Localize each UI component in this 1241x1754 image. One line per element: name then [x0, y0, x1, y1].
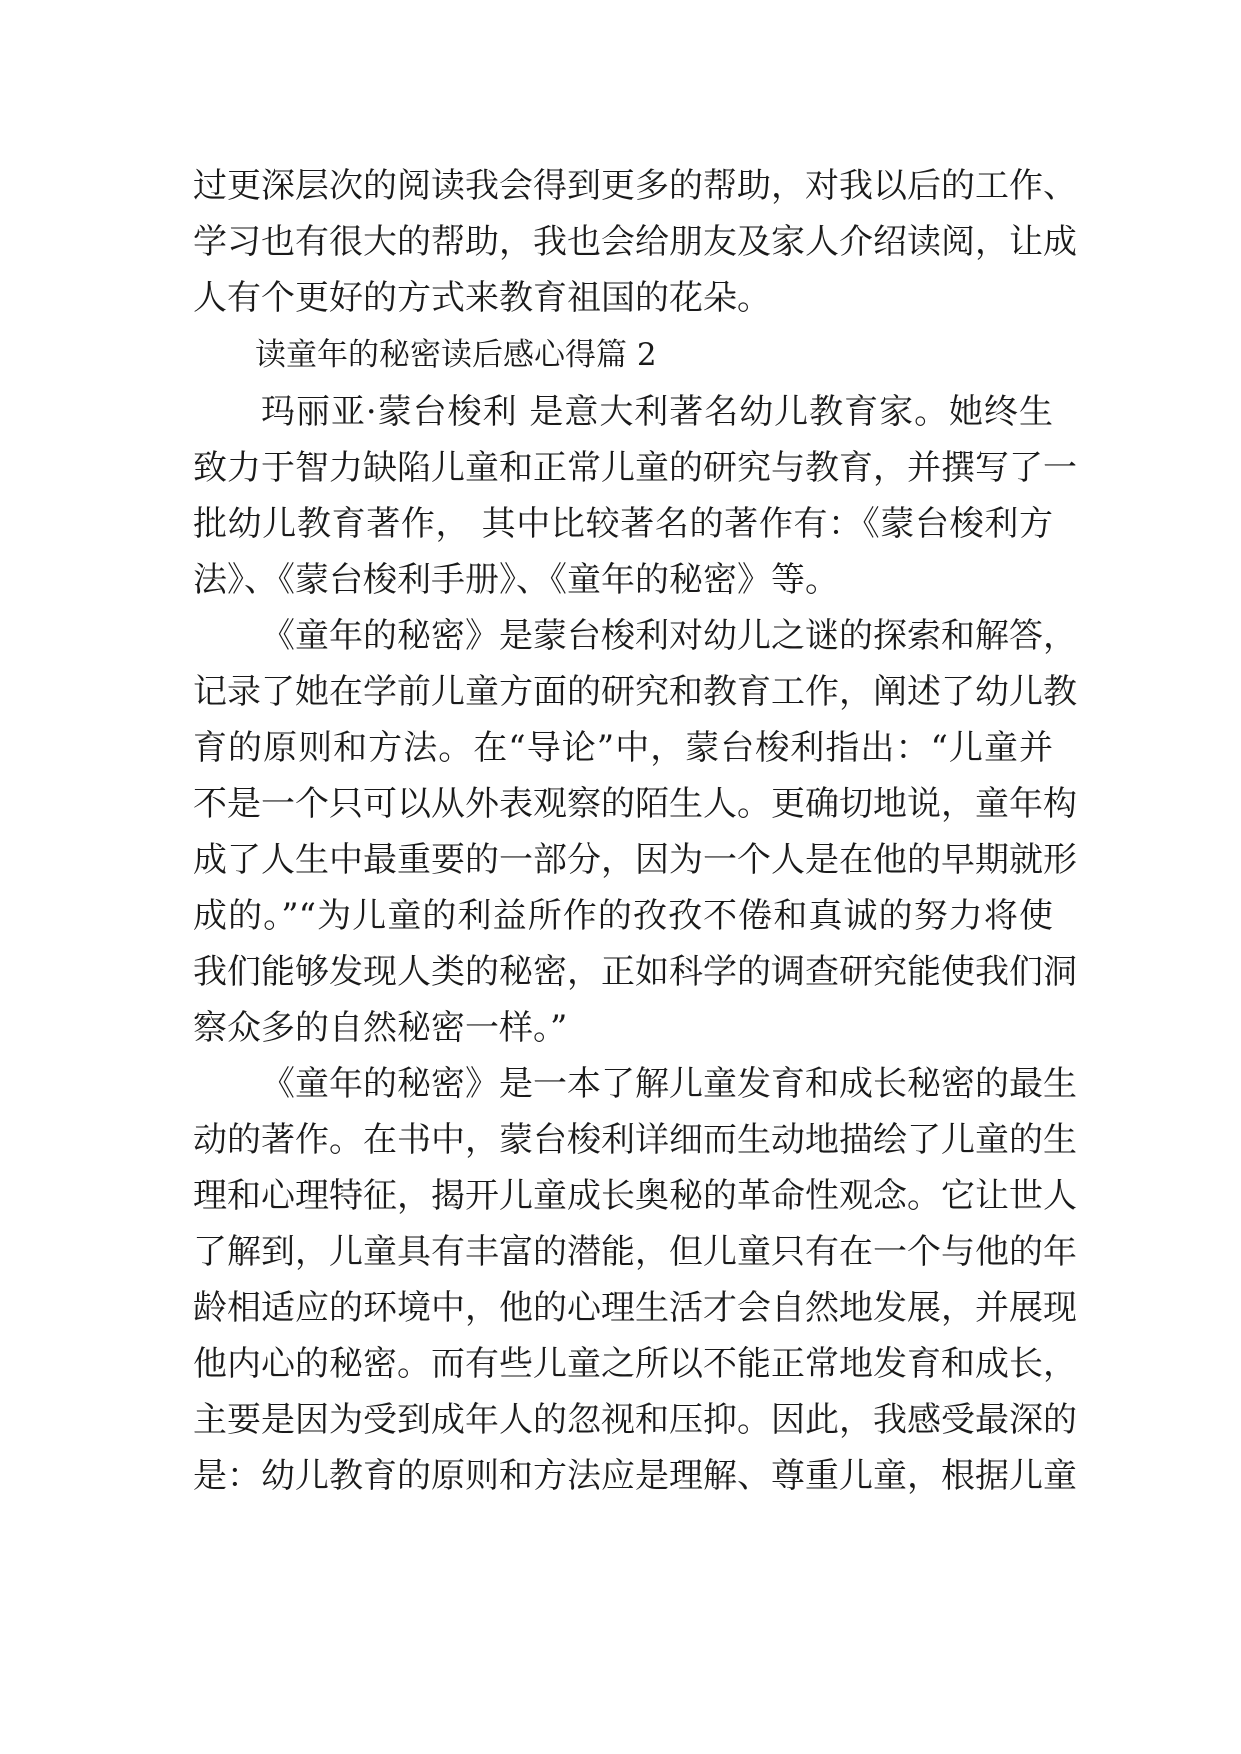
text-line: 成的。”“为儿童的利益所作的孜孜不倦和真诚的努力将使 — [193, 896, 1053, 936]
text-line: 人有个更好的方式来教育祖国的花朵。 — [193, 278, 771, 318]
text-line: 动的著作。在书中，蒙台梭利详细而生动地描绘了儿童的生 — [193, 1120, 1077, 1160]
text-line: 成了人生中最重要的一部分，因为一个人是在他的早期就形 — [193, 840, 1077, 880]
text-line: 察众多的自然秘密一样。” — [193, 1008, 568, 1048]
document-body — [193, 158, 1077, 1504]
text-line: 主要是因为受到成年人的忽视和压抑。因此，我感受最深的 — [193, 1400, 1077, 1440]
text-line: 不是一个只可以从外表观察的陌生人。更确切地说，童年构 — [193, 784, 1077, 824]
text-line: 他内心的秘密。而有些儿童之所以不能正常地发育和成长， — [193, 1344, 1077, 1384]
text-line: 批幼儿教育著作， 其中比较著名的著作有：《蒙台梭利方 — [193, 504, 1053, 544]
text-line: 理和心理特征，揭开儿童成长奥秘的革命性观念。它让世人 — [193, 1176, 1077, 1216]
text-line: 法》、《蒙台梭利手册》、《童年的秘密》等。 — [193, 560, 839, 600]
text-line: 是：幼儿教育的原则和方法应是理解、尊重儿童，根据儿童 — [193, 1456, 1077, 1496]
paragraph-1 — [193, 158, 1077, 326]
section-heading: 读童年的秘密读后感心得篇 2 — [255, 337, 657, 373]
text-line: 过更深层次的阅读我会得到更多的帮助，对我以后的工作、 — [193, 166, 1077, 206]
text-line: 记录了她在学前儿童方面的研究和教育工作，阐述了幼儿教 — [193, 672, 1077, 712]
text-line: 《童年的秘密》是蒙台梭利对幼儿之谜的探索和解答， — [261, 616, 1077, 656]
paragraph-4 — [193, 1056, 1077, 1504]
text-line: 育的原则和方法。在“导论”中，蒙台梭利指出：“儿童并 — [193, 728, 1053, 768]
text-line: 致力于智力缺陷儿童和正常儿童的研究与教育，并撰写了一 — [193, 448, 1077, 488]
text-line: 我们能够发现人类的秘密，正如科学的调查研究能使我们洞 — [193, 952, 1077, 992]
text-line: 学习也有很大的帮助，我也会给朋友及家人介绍读阅，让成 — [193, 222, 1077, 262]
text-line: 了解到，儿童具有丰富的潜能，但儿童只有在一个与他的年 — [193, 1232, 1077, 1272]
text-line: 龄相适应的环境中，他的心理生活才会自然地发展，并展现 — [193, 1288, 1077, 1328]
text-line: 玛丽亚·蒙台梭利 是意大利著名幼儿教育家。她终生 — [261, 392, 1053, 432]
paragraph-3 — [193, 608, 1077, 1056]
text-line: 《童年的秘密》是一本了解儿童发育和成长秘密的最生 — [261, 1064, 1077, 1104]
paragraph-2 — [193, 384, 1077, 608]
